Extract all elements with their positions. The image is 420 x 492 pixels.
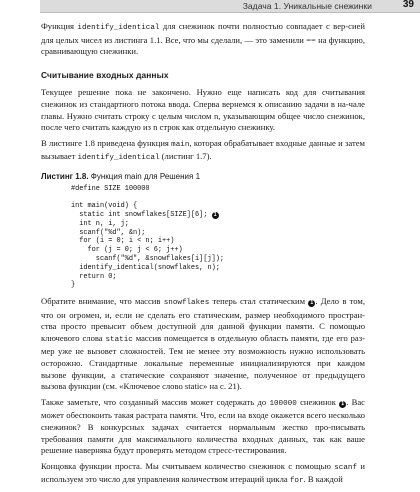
paragraph-static-array	[41, 296, 365, 393]
text-run: . В каждой	[303, 474, 343, 485]
paragraph-listing-intro	[41, 138, 365, 165]
code-line: scanf("%d", &n);	[71, 228, 146, 237]
code-line: static int snowflakes[SIZE][6];	[71, 210, 208, 219]
text-run: (листинг 1.7).	[159, 151, 212, 162]
text-run: В листинге 1.8 приведена функция	[41, 137, 172, 148]
inline-code: scanf	[334, 463, 358, 472]
text-run: Также заметьте, что созданный массив может содержать до	[41, 396, 270, 407]
inline-code: 100000	[269, 399, 297, 408]
text-run: Функция	[41, 21, 78, 31]
code-line: #define SIZE 100000	[71, 184, 150, 193]
inline-code: main	[171, 140, 190, 149]
callout-marker: 1	[310, 300, 314, 307]
code-line: scanf("%d", &snowflakes[i][j]);	[71, 254, 224, 263]
code-listing	[71, 185, 365, 291]
text-run: , которая обрабатывает входные данные и затем вызывает	[41, 137, 365, 162]
code-line: for (i = 0; i < n; i++)	[71, 237, 175, 246]
chapter-title: Задача 1. Уникальные снежинки	[242, 1, 372, 11]
code-line: int n, i, j;	[71, 219, 129, 228]
code-line: int main(void) {	[71, 202, 138, 211]
inline-code: static	[105, 335, 133, 344]
page-content	[41, 21, 365, 492]
text-run: . Вас может обеспокоить такая растрата памяти. Что, если на входе окажется всего несколько снежинок? В конкурсных задачах считается нормальным жестко про-писывать требования памяти для максимального количества входных данных, так как ваше решение наверняка будут проверять методом стресс-тестирования.	[41, 396, 365, 456]
listing-caption	[41, 171, 365, 183]
callout-marker: 1	[341, 400, 345, 407]
section-heading: Считывание входных данных	[41, 69, 169, 80]
text-run: Обратите внимание, что массив	[41, 296, 164, 307]
text-run: снежинок	[296, 396, 340, 407]
inline-code: identify_identical	[77, 154, 160, 163]
paragraph-intro	[41, 21, 365, 58]
code-line: for (j = 0; j < 6; j++)	[71, 246, 183, 255]
callout-marker: 1	[213, 211, 217, 218]
code-line: identify_identical(snowflakes, n);	[71, 263, 220, 272]
page-number: 39	[402, 0, 414, 10]
text-run: массив помещается в отдельную область памяти, где его раз-мер уже не вызовет сложностей. Тем не менее эту возможность нужно использовать осторожно. Стандартные локальные переменные инициализируются при каждом вызове функции, а статические сохраняют значение, полученное от предыдущего вызова функции (см. «Ключевое слово static» на с. 21).	[41, 332, 365, 392]
code-line: return 0;	[71, 272, 117, 281]
listing-label: Листинг 1.8.	[41, 171, 89, 181]
inline-code: for	[289, 477, 304, 486]
paragraph-ending	[41, 461, 365, 488]
text-run: для снежинок почти полностью совпадает с вер-сией для целых чисел из листинга 1.1. Все, что мы сделали, — это заменили == на функцию, сравнивающую снежинки.	[41, 21, 365, 57]
text-run: и используем это число для управления количеством итераций цикла	[41, 460, 366, 485]
text-run: . Дело в том, что он огромен, и, если не сделать его статическим, размер необходимого простран-ства просто превысит объем доступной для данной функции памяти. С помощью ключевого слова	[41, 296, 365, 343]
paragraph-memory	[41, 397, 365, 457]
text-run: теперь стал статическим	[209, 296, 309, 307]
code-line: }	[71, 281, 76, 290]
inline-code: snowflakes	[163, 299, 210, 308]
paragraph-input-description: Текущее решение пока не закончено. Нужно еще написать код для считывания снежинок из стандартного потока ввода. Сперва вернемся к описанию задачи в на-чале главы. Нужно считать строку с целым числом n, указывающим общее число снежинок, после чего считать каждую из n строк как отдельную снежинку.	[41, 87, 365, 133]
inline-code: identify_identical	[77, 24, 160, 32]
listing-caption-text: Функция main для Решения 1	[88, 171, 201, 181]
text-run: Концовка функции проста. Мы считываем количество снежинок с помощью	[41, 460, 335, 471]
page-header	[40, 0, 420, 13]
